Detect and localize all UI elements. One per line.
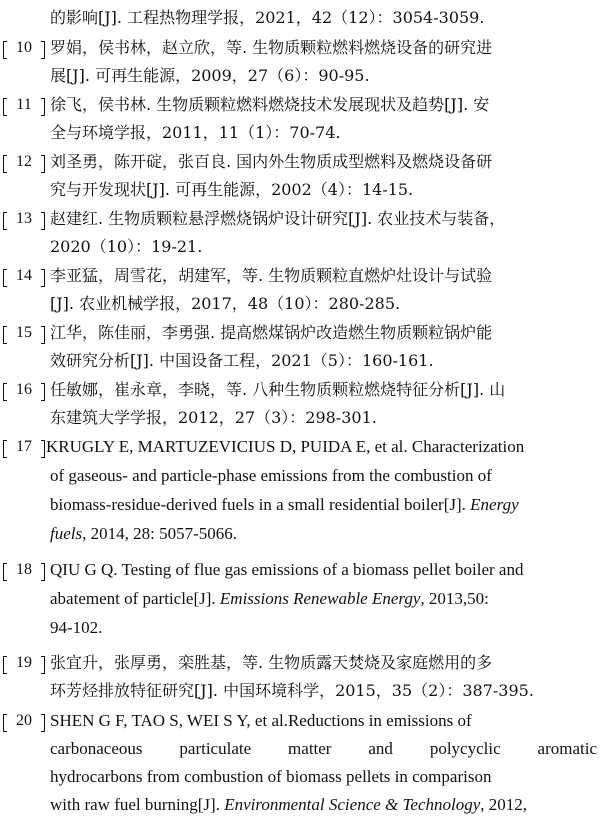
reference-text: 环芳烃排放特征研究[J]. 中国环境科学，2015，35（2）：387-395. [50, 681, 534, 700]
reference-text: 江华，陈佳丽，李勇强. 提高燃煤锅炉改造燃生物质颗粒锅炉能 [50, 323, 493, 342]
reference-text: carbonaceous particulate matter and polycyclic aromatic [50, 739, 597, 758]
journal-title: Environmental Science & Technology [224, 795, 481, 814]
reference-text-segment: , 2012, [480, 795, 528, 814]
reference-text: 东建筑大学学报，2012，27（3）：298-301. [50, 408, 377, 427]
reference-number: 14 [0, 262, 48, 290]
reference-text [50, 520, 237, 548]
reference-text-segment: , 2014, 28: 5057-5066. [82, 524, 237, 543]
reference-text: 李亚猛，周雪花，胡建军，等. 生物质颗粒直燃炉灶设计与试验 [50, 266, 493, 285]
reference-text: QIU G Q. Testing of flue gas emissions of a biomass pellet boiler and [50, 560, 524, 579]
reference-text: 的影响[J]. 工程热物理学报，2021，42（12）：3054-3059. [50, 8, 485, 27]
reference-text: SHEN G F, TAO S, WEI S Y, et al.Reductions in emissions of [50, 711, 472, 730]
reference-text: 究与开发现状[J]. 可再生能源，2002（4）：14-15. [50, 180, 414, 199]
reference-text [50, 491, 519, 519]
reference-text: 任敏娜，崔永章，李晓，等. 八种生物质颗粒燃烧特征分析[J]. 山 [50, 380, 506, 399]
reference-text-segment: with raw fuel burning[J]. [50, 795, 220, 814]
reference-text-segment: , 2013,50: [420, 589, 489, 608]
reference-number: 12 [0, 148, 48, 176]
reference-text: KRUGLY E, MARTUZEVICIUS D, PUIDA E, et al. Characterization [46, 437, 525, 456]
reference-text-segment: abatement of particle[J]. [50, 589, 216, 608]
reference-text: 展[J]. 可再生能源，2009，27（6）：90-95. [50, 66, 370, 85]
reference-text: 罗娟，侯书林，赵立欣，等. 生物质颗粒燃料燃烧设备的研究进 [50, 38, 493, 57]
reference-number: 20 [0, 707, 48, 735]
reference-text: 全与环境学报，2011，11（1）：70-74. [50, 123, 341, 142]
reference-number: 17 [0, 433, 48, 461]
reference-text: 赵建红. 生物质颗粒悬浮燃烧锅炉设计研究[J]. 农业技术与装备， [50, 209, 506, 228]
reference-number: 15 [0, 319, 48, 347]
reference-number: 11 [0, 91, 48, 119]
reference-text-segment: biomass-residue-derived fuels in a small residential boiler[J]. [50, 495, 466, 514]
reference-number: 13 [0, 205, 48, 233]
journal-title: Emissions Renewable Energy [219, 589, 421, 608]
reference-number: 16 [0, 376, 48, 404]
reference-text: of gaseous- and particle-phase emissions from the combustion of [50, 466, 492, 485]
reference-text: 94-102. [50, 618, 103, 637]
journal-title: fuels [50, 524, 83, 543]
reference-number: 18 [0, 556, 48, 584]
reference-text: 2020（10）：19-21. [50, 237, 203, 256]
reference-text [50, 585, 489, 613]
reference-text: 刘圣勇，陈开碇，张百良. 国内外生物质成型燃料及燃烧设备研 [50, 152, 493, 171]
reference-text: [J]. 农业机械学报，2017，48（10）：280-285. [50, 294, 401, 313]
journal-title: Energy [470, 495, 519, 514]
reference-number: 10 [0, 34, 48, 62]
reference-text: 效研究分析[J]. 中国设备工程，2021（5）：160-161. [50, 351, 434, 370]
reference-text [50, 791, 527, 819]
reference-text: 徐飞，侯书林. 生物质颗粒燃料燃烧技术发展现状及趋势[J]. 安 [50, 95, 490, 114]
reference-text: hydrocarbons from combustion of biomass pellets in comparison [50, 767, 492, 786]
reference-text: 张宜升，张厚勇，栾胜基，等. 生物质露天焚烧及家庭燃用的多 [50, 653, 493, 672]
reference-number: 19 [0, 649, 48, 677]
